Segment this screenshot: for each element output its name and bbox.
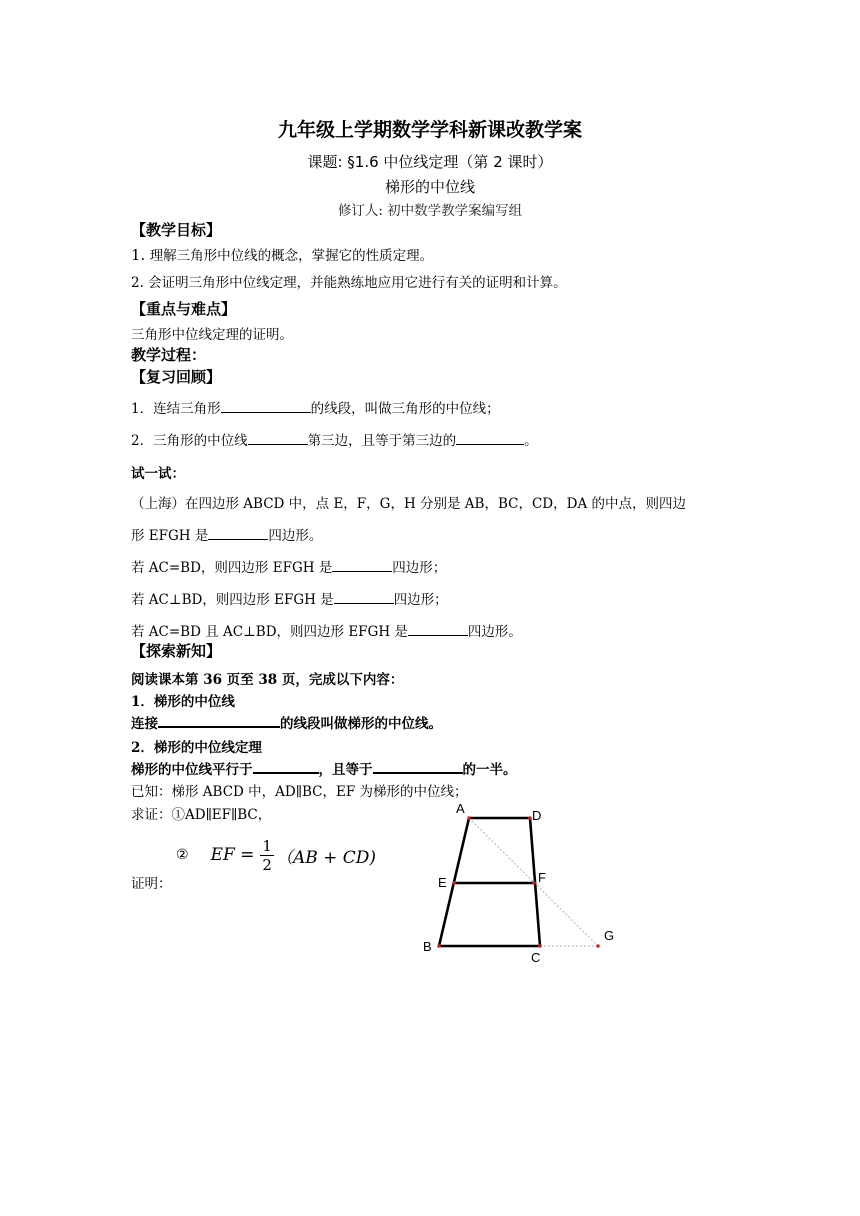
try-p2-end: 四边形。 [268,528,323,544]
section-1-title: 1．梯形的中位线 [131,694,235,710]
s2-blank-1[interactable] [253,758,319,774]
point-a [467,816,471,820]
process-heading: 教学过程： [131,346,207,364]
s2-middle: ，且等于 [318,762,373,778]
review-q2-middle: 第三边，且等于第三边的 [307,433,457,449]
try-p3-blank[interactable] [332,557,392,572]
point-f [532,881,536,885]
formula-lhs: EF = [210,845,255,865]
try-p5-end: 四边形。 [467,624,522,640]
try-p4-end: 四边形； [393,592,448,608]
section-1-definition [131,712,442,732]
s1-blank[interactable] [158,712,280,728]
try-p2-blank[interactable] [208,525,268,540]
objective-2: 2. 会证明三角形中位线定理，并能熟练地应用它进行有关的证明和计算。 [131,275,567,291]
try-paragraph-1: （上海）在四边形 ABCD 中，点 E，F，G，H 分别是 AB，BC，CD，DA 的中点，则四边 [131,496,686,512]
review-heading: 【复习回顾】 [131,368,222,386]
try-p5-start: 若 AC=BD 且 AC⊥BD，则四边形 EFGH 是 [131,624,408,640]
try-p5-blank[interactable] [408,621,468,636]
explore-reading: 阅读课本第 36 页至 38 页，完成以下内容： [131,672,404,688]
objective-1 [131,244,433,264]
prove-statement: 求证：①AD∥EF∥BC， [131,807,272,823]
given-statement: 已知：梯形 ABCD 中，AD∥BC，EF 为梯形的中位线； [131,784,468,800]
point-e [452,881,456,885]
formula-number: ② [176,847,189,863]
s2-start: 梯形的中位线平行于 [131,762,253,778]
formula [176,832,376,878]
point-g [596,944,600,948]
s1-end: 的线段叫做梯形的中位线。 [280,716,442,732]
objective-1-number: 1. [131,246,146,264]
review-q2-blank-1[interactable] [248,430,308,445]
review-q1-blank[interactable] [221,398,311,413]
lesson-subtopic: 梯形的中位线 [384,178,475,196]
keypoints-heading: 【重点与难点】 [131,300,237,318]
try-p4-blank[interactable] [334,589,394,604]
point-b [437,944,441,948]
review-q1-start: 1．连结三角形 [131,401,221,417]
section-2-theorem [131,758,517,778]
label-f: F [538,870,546,885]
try-paragraph-2 [131,524,322,544]
point-c [538,944,542,948]
try-paragraph-5 [131,620,522,640]
formula-rhs: （AB + CD) [275,847,377,868]
keypoints-text: 三角形中位线定理的证明。 [131,327,293,343]
s1-start: 连接 [131,716,158,732]
try-p3-end: 四边形； [392,560,447,576]
review-q2-end: 。 [524,433,538,449]
try-p4-start: 若 AC⊥BD，则四边形 EFGH 是 [131,592,334,608]
s2-end: 的一半。 [462,762,517,778]
review-q2-start: 2．三角形的中位线 [131,433,248,449]
label-b: B [423,939,432,954]
review-question-1 [131,397,500,417]
label-d: D [532,808,542,823]
label-g: G [604,928,615,943]
review-q2-blank-2[interactable] [456,430,524,445]
explore-heading: 【探索新知】 [131,642,222,660]
s2-blank-2[interactable] [373,758,463,774]
fraction-denominator: 2 [262,855,272,874]
review-question-2 [131,429,538,449]
label-a: A [456,801,465,816]
reviser-line: 修订人: 初中数学教学案编写组 [337,203,523,219]
objective-1-text: 理解三角形中位线的概念，掌握它的性质定理。 [149,248,434,264]
fraction-numerator: 1 [262,836,272,855]
objectives-heading: 【教学目标】 [131,221,222,239]
try-p2-start: 形 EFGH 是 [131,528,209,544]
try-heading: 试一试： [131,466,185,482]
label-c: C [531,950,541,965]
try-paragraph-3 [131,556,446,576]
lesson-topic: 课题: §1.6 中位线定理（第 2 课时） [307,153,553,171]
proof-label: 证明： [131,876,172,892]
section-2-title: 2．梯形的中位线定理 [131,740,262,756]
formula-fraction [260,837,274,874]
page-title: 九年级上学期数学学科新课改教学案 [277,119,582,141]
review-q1-end: 的线段，叫做三角形的中位线； [310,401,500,417]
trapezoid-figure [420,796,630,972]
try-paragraph-4 [131,588,448,608]
try-p3-start: 若 AC=BD，则四边形 EFGH 是 [131,560,333,576]
label-e: E [438,875,447,890]
